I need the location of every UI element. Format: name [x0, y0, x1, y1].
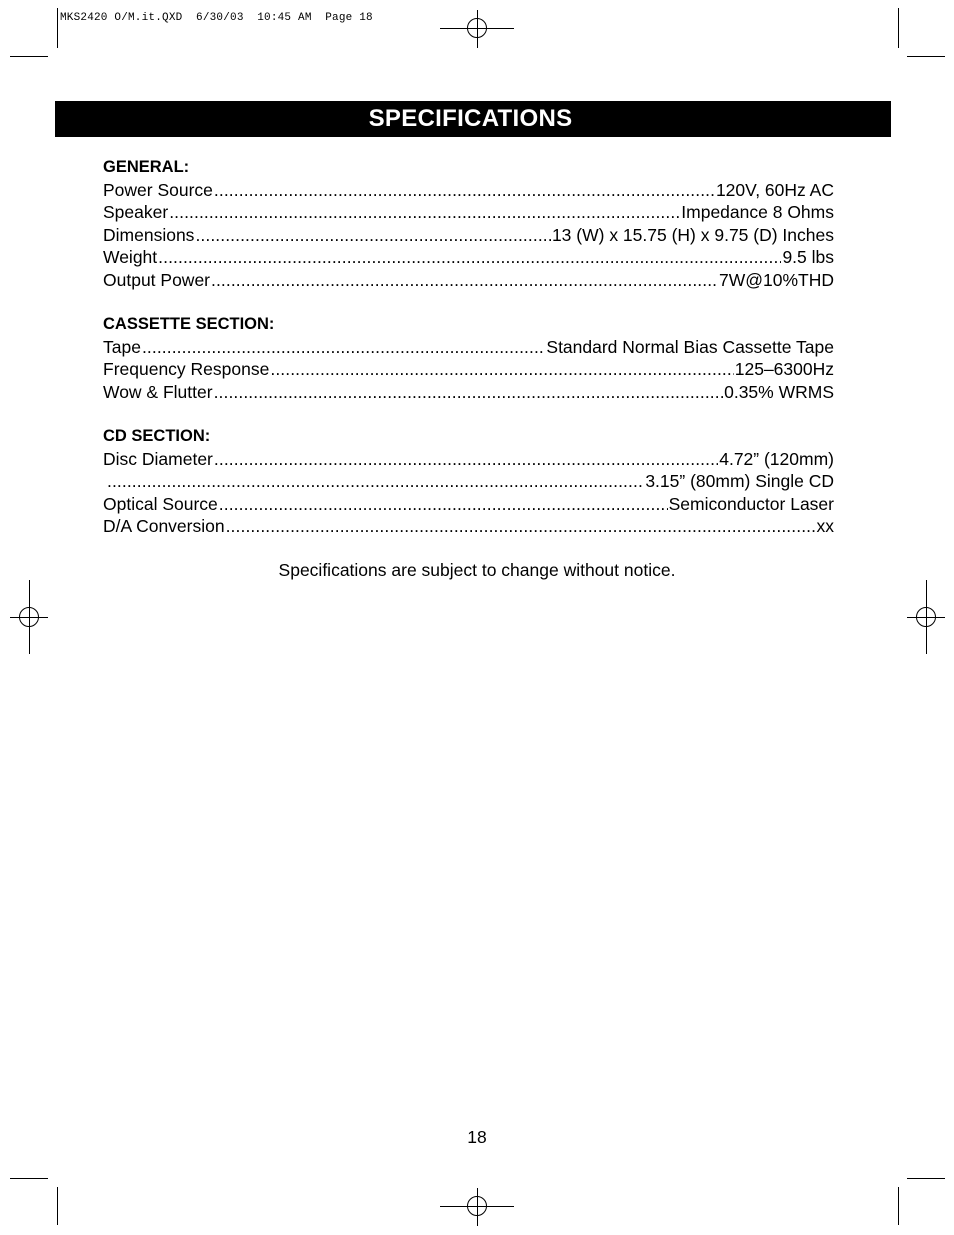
spec-value: 3.15” (80mm) Single CD — [645, 471, 834, 491]
dot-leader — [211, 269, 718, 292]
dot-leader — [195, 224, 551, 247]
section-heading: GENERAL: — [103, 158, 190, 176]
spec-value: Impedance 8 Ohms — [681, 202, 834, 222]
spec-row-frequency-response — [103, 358, 834, 381]
cassette-section — [103, 313, 834, 403]
dot-leader — [214, 179, 715, 202]
crop-mark — [10, 56, 48, 57]
notice-text: Specifications are subject to change without notice. — [278, 560, 676, 580]
spec-row-speaker — [103, 201, 834, 224]
spec-label: Power Source — [103, 179, 213, 200]
spec-label: Frequency Response — [103, 359, 270, 379]
spec-row-tape — [103, 336, 834, 359]
page-number: 18 — [467, 1127, 487, 1147]
spec-value: 125–6300Hz — [734, 359, 834, 379]
spec-label: Speaker — [103, 202, 169, 222]
dot-leader — [226, 515, 816, 538]
spec-label: Optical Source — [103, 493, 218, 514]
spec-row-disc-diameter-small — [103, 470, 834, 493]
crop-mark — [57, 8, 58, 48]
spec-label: Tape — [103, 336, 141, 357]
spec-row-dimensions — [103, 224, 834, 247]
crop-mark — [907, 56, 945, 57]
dot-leader — [270, 358, 733, 381]
crop-mark — [898, 8, 899, 48]
spec-row-wow-flutter — [103, 381, 834, 404]
crop-mark — [10, 1178, 48, 1179]
spec-value: Standard Normal Bias Cassette Tape — [546, 336, 834, 357]
spec-label: Output Power — [103, 269, 210, 290]
dot-leader — [158, 246, 781, 269]
spec-row-weight — [103, 246, 834, 269]
spec-value: 7W@10%THD — [718, 269, 834, 290]
spec-row-output-power — [103, 269, 834, 292]
spec-value: 13 (W) x 15.75 (H) x 9.75 (D) Inches — [551, 224, 834, 245]
page-title: SPECIFICATIONS — [368, 105, 573, 132]
spec-value: 4.72” (120mm) — [719, 448, 834, 469]
section-heading: CD SECTION: — [103, 427, 211, 445]
spec-value: Semiconductor Laser — [668, 493, 834, 514]
crop-mark — [898, 1187, 899, 1225]
registration-mark — [19, 607, 39, 627]
general-section — [103, 156, 834, 291]
dot-leader — [219, 493, 668, 516]
slug-line: MKS2420 O/M.it.QXD 6/30/03 10:45 AM Page 18 — [60, 12, 373, 24]
spec-value: 120V, 60Hz AC — [715, 179, 834, 200]
crop-mark — [57, 1187, 58, 1225]
crop-mark — [907, 1178, 945, 1179]
dot-leader — [214, 448, 718, 471]
dot-leader — [169, 201, 680, 224]
registration-mark — [467, 18, 487, 38]
title-bar — [55, 101, 891, 137]
spec-row-optical-source — [103, 493, 834, 516]
spec-label: Weight — [103, 247, 158, 267]
spec-value: 0.35% WRMS — [724, 381, 834, 402]
spec-label: Disc Diameter — [103, 448, 213, 469]
registration-mark — [916, 607, 936, 627]
spec-label: D/A Conversion — [103, 516, 225, 536]
spec-row-power-source — [103, 179, 834, 202]
dot-leader — [214, 381, 724, 404]
section-heading: CASSETTE SECTION: — [103, 315, 275, 333]
dot-leader — [107, 470, 644, 493]
spec-value: 9.5 lbs — [782, 247, 834, 267]
spec-list — [103, 156, 834, 560]
registration-mark — [467, 1196, 487, 1216]
spec-label: Wow & Flutter — [103, 381, 213, 402]
cd-section — [103, 425, 834, 538]
dot-leader — [142, 336, 545, 359]
spec-label: Dimensions — [103, 224, 195, 245]
spec-row-disc-diameter — [103, 448, 834, 471]
spec-row-da-conversion — [103, 515, 834, 538]
spec-value: xx — [816, 516, 834, 536]
